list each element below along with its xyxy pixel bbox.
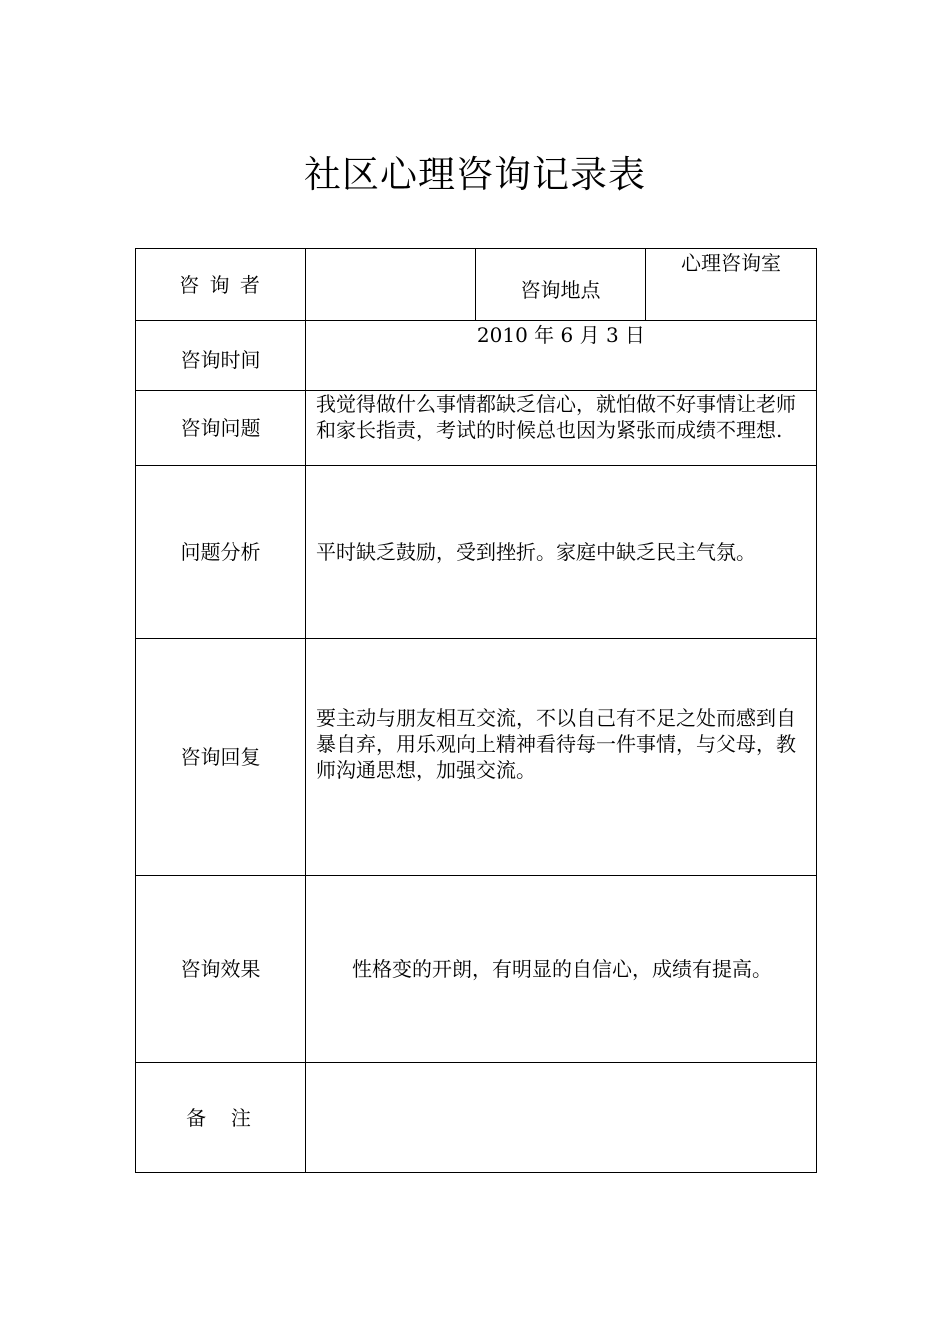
problem-label: 咨询问题 xyxy=(136,391,306,466)
analysis-label: 问题分析 xyxy=(136,466,306,639)
problem-value: 我觉得做什么事情都缺乏信心，就怕做不好事情让老师和家长指责，考试的时候总也因为紧张而成绩不理想. xyxy=(306,391,817,466)
consultant-label: 咨 询 者 xyxy=(136,249,306,321)
table-row-remarks xyxy=(136,1063,817,1173)
table-row-reply xyxy=(136,639,817,876)
location-value: 心理咨询室 xyxy=(646,249,817,321)
time-value: 2010 年 6 月 3 日 xyxy=(306,321,817,391)
effect-value: 性格变的开朗，有明显的自信心，成绩有提高。 xyxy=(306,876,817,1063)
remarks-value xyxy=(306,1063,817,1173)
effect-label: 咨询效果 xyxy=(136,876,306,1063)
table-row-time xyxy=(136,321,817,391)
table-row-analysis xyxy=(136,466,817,639)
reply-value: 要主动与朋友相互交流，不以自己有不足之处而感到自暴自弃，用乐观向上精神看待每一件事情，与父母，教师沟通思想，加强交流。 xyxy=(306,639,817,876)
table-row-consultant xyxy=(136,249,817,321)
remarks-label: 备 注 xyxy=(136,1063,306,1173)
page-title: 社区心理咨询记录表 xyxy=(304,153,646,196)
reply-label: 咨询回复 xyxy=(136,639,306,876)
consultant-value xyxy=(306,249,476,321)
table-row-effect xyxy=(136,876,817,1063)
analysis-value: 平时缺乏鼓励，受到挫折。家庭中缺乏民主气氛。 xyxy=(306,466,817,639)
consultation-record-table xyxy=(135,248,817,1173)
time-label: 咨询时间 xyxy=(136,321,306,391)
table-row-problem xyxy=(136,391,817,466)
location-label: 咨询地点 xyxy=(476,249,646,321)
